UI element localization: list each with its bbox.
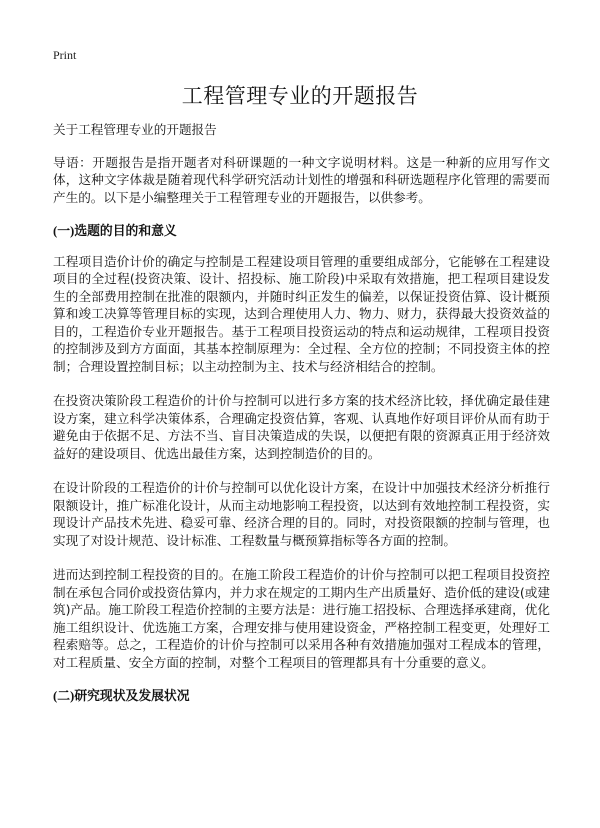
section1-paragraph: 在投资决策阶段工程造价的计价与控制可以进行多方案的技术经济比较，择优确定最佳建设方案，建立科学决策体系，合理确定投资估算，客观、认真地作好项目评价从而有助于避免由于依据不足、方法不当、盲目决策造成的失误，以便把有限的资源真正用于经济效益好的建设项目、优选出最佳方案，达到控制造价的目的。 (53, 393, 550, 461)
page-title: 工程管理专业的开题报告 (181, 84, 419, 108)
section-title-1: 选题的目的和意义 (74, 224, 177, 239)
section-number-1: (一) (53, 224, 75, 238)
document-subtitle: 关于工程管理专业的开题报告 (53, 122, 217, 137)
intro-paragraph: 导语：开题报告是指开题者对科研课题的一种文字说明材料。这是一种新的应用写作文体，这种文字体裁是随着现代科学研究活动计划性的增强和科研选题程序化管理的需要而产生的。以下是小编整理关于工程管理专业的开题报告，以供参考。 (53, 154, 550, 205)
section1-paragraph: 进而达到控制工程投资的目的。在施工阶段工程造价的计价与控制可以把工程项目投资控制在承包合同价或投资估算内，并力求在规定的工期内生产出质量好、造价低的建设(或建筑)产品。施工阶段工程造价控制的主要方法是：进行施工招投标、合理选择承建商，优化施工组织设计、优选施工方案，合理安排与使用建设资金，严格控制工程变更，处理好工程索赔等。总之，工程造价的计价与控制可以采用各种有效措施加强对工程成本的管理，对工程质量、安全方面的控制，对整个工程项目的管理都具有十分重要的意义。 (53, 567, 550, 670)
document-body (53, 121, 550, 718)
print-link[interactable]: Print (53, 48, 77, 62)
section-heading-1 (53, 223, 550, 241)
section-title-2: 研究现状及发展状况 (74, 689, 190, 704)
section1-paragraph: 在设计阶段的工程造价的计价与控制可以优化设计方案，在设计中加强技术经济分析推行限额设计，推广标准化设计，从而主动地影响工程投资，以达到有效地控制工程投资，实现设计产品技术先进、稳妥可靠、经济合理的目的。同时，对投资限额的控制与管理，也实现了对设计规范、设计标准、工程数量与概预算指标等各方面的控制。 (53, 480, 550, 548)
section1-paragraph: 工程项目造价计价的确定与控制是工程建设项目管理的重要组成部分，它能够在工程建设项目的全过程(投资决策、设计、招投标、施工阶段)中采取有效措施，把工程项目建设发生的全部费用控制在批准的限额内，并随时纠正发生的偏差，以保证投资估算、设计概预算和竣工决算等管理目标的实现，达到合理使用人力、物力、财力，获得最大投资效益的目的，工程造价专业开题报告。基于工程项目投资运动的特点和运动规律，工程项目投资的控制涉及到方方面面，其基本控制原理为：全过程、全方位的控制；不同投资主体的控制；合理设置控制目标；以主动控制为主、技术与经济相结合的控制。 (53, 253, 550, 374)
section-number-2: (二) (53, 689, 75, 703)
section-heading-2 (53, 688, 550, 706)
